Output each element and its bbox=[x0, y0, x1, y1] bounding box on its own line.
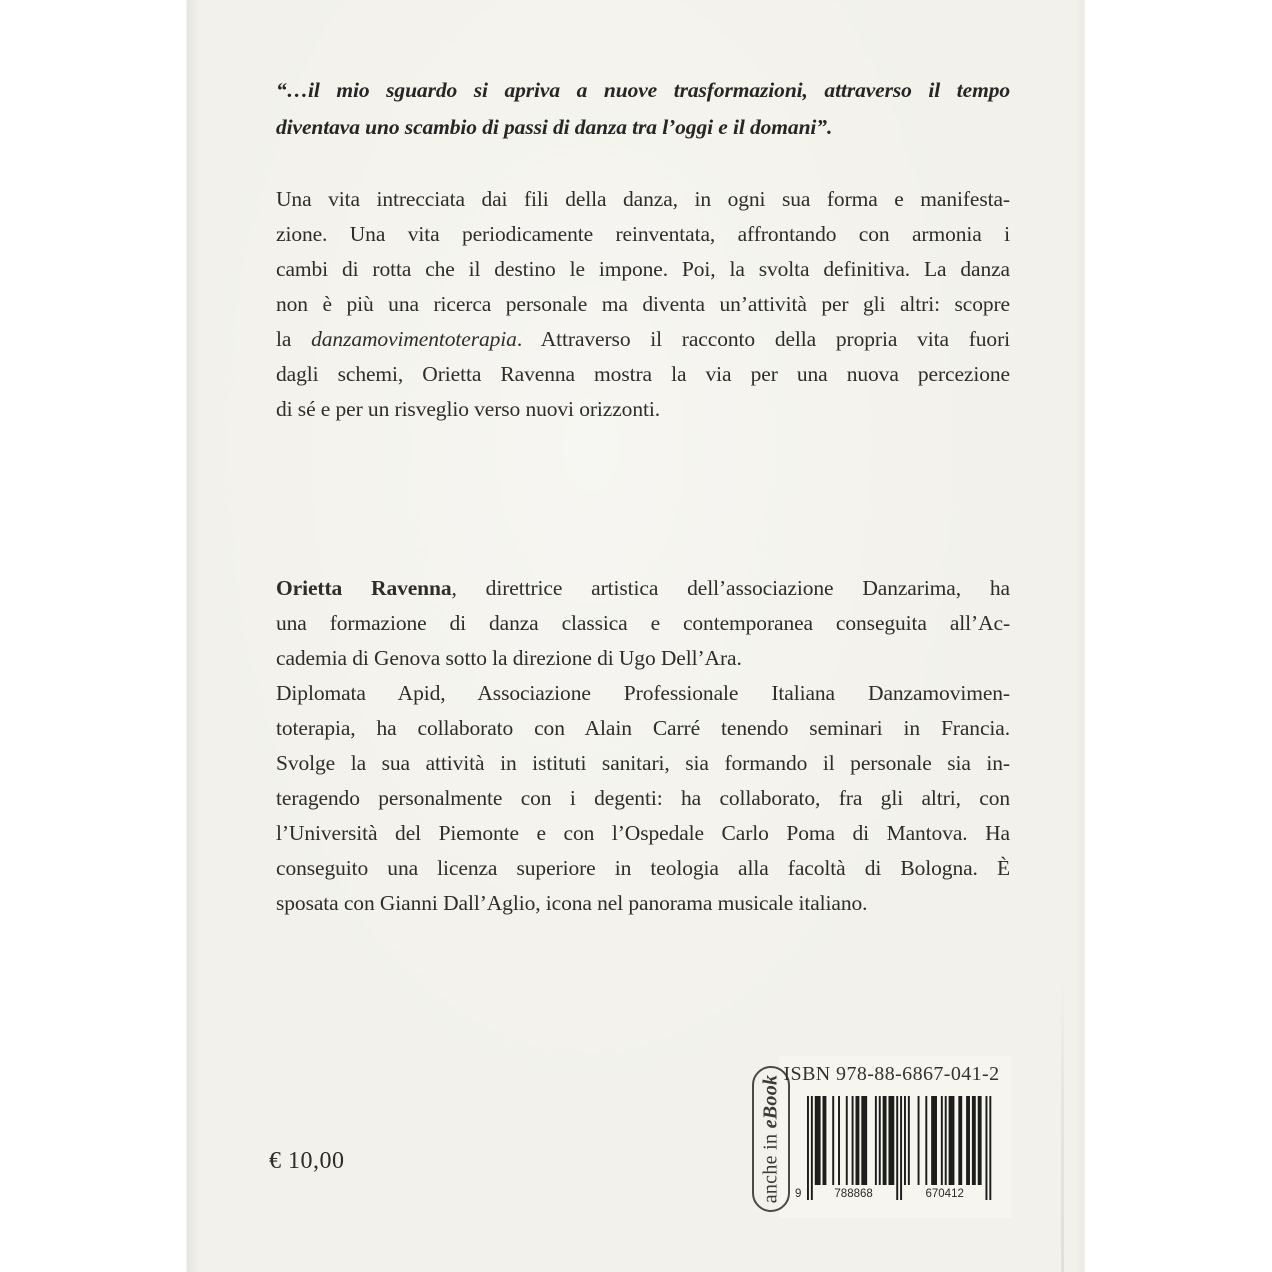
text-line: l’Università del Piemonte e con l’Ospedale Carlo Poma di Mantova. Ha bbox=[276, 821, 1010, 845]
text-line: toterapia, ha collaborato con Alain Carré tenendo seminari in Francia. bbox=[276, 716, 1010, 740]
text-line: teragendo personalmente con i degenti: ha collaborato, fra gli altri, con bbox=[276, 786, 1010, 810]
isbn-label: ISBN 978-88-6867-041-2 bbox=[783, 1063, 1000, 1085]
text-line: sposata con Gianni Dall’Aglio, icona nel panorama musicale italiano. bbox=[276, 891, 868, 915]
text-line: Svolge la sua attività in istituti sanitari, sia formando il personale sia in- bbox=[276, 751, 1010, 775]
price-label: € 10,00 bbox=[269, 1148, 345, 1174]
text-line: diventava uno scambio di passi di danza tra l’oggi e il domani”. bbox=[276, 115, 833, 139]
text-line: Una vita intrecciata dai fili della danza, in ogni sua forma e manifesta- bbox=[276, 187, 1010, 211]
ebook-badge-text bbox=[760, 1075, 783, 1204]
text-line: di sé e per un risveglio verso nuovi orizzonti. bbox=[276, 397, 661, 421]
text-line: la danzamovimentoterapia. Attraverso il racconto della propria vita fuori bbox=[276, 327, 1010, 351]
svg-text:9: 9 bbox=[795, 1188, 802, 1200]
ebook-badge bbox=[752, 1066, 790, 1212]
ebook-badge-bold: eBook bbox=[759, 1074, 782, 1129]
cover-crease bbox=[1061, 980, 1064, 1272]
text-line: non è più una ricerca personale ma diventa un’attività per gli altri: scopre bbox=[276, 292, 1010, 316]
book-back-cover bbox=[187, 0, 1084, 1272]
text-line: “…il mio sguardo si apriva a nuove trasformazioni, attraverso il tempo bbox=[276, 78, 1010, 102]
quote-paragraph bbox=[276, 72, 1010, 146]
text-line: zione. Una vita periodicamente reinventata, affrontando con armonia i bbox=[276, 222, 1010, 246]
svg-text:788868: 788868 bbox=[834, 1188, 873, 1200]
ean13-barcode bbox=[793, 1096, 993, 1204]
text-line: cambi di rotta che il destino le impone. Poi, la svolta definitiva. La danza bbox=[276, 257, 1010, 281]
text-line: dagli schemi, Orietta Ravenna mostra la via per una nuova percezione bbox=[276, 362, 1010, 386]
text-line: Diplomata Apid, Associazione Professionale Italiana Danzamovimen- bbox=[276, 681, 1010, 705]
description-paragraph bbox=[276, 182, 1010, 427]
text-line: cademia di Genova sotto la direzione di Ugo Dell’Ara. bbox=[276, 646, 742, 670]
ebook-badge-prefix: anche in bbox=[759, 1128, 782, 1204]
author-bio-paragraph bbox=[276, 571, 1010, 921]
text-line: una formazione di danza classica e contemporanea conseguita all’Ac- bbox=[276, 611, 1010, 635]
text-line: conseguito una licenza superiore in teologia alla facoltà di Bologna. È bbox=[276, 856, 1010, 880]
text-line: Orietta Ravenna, direttrice artistica dell’associazione Danzarima, ha bbox=[276, 576, 1010, 600]
svg-text:670412: 670412 bbox=[925, 1188, 964, 1200]
